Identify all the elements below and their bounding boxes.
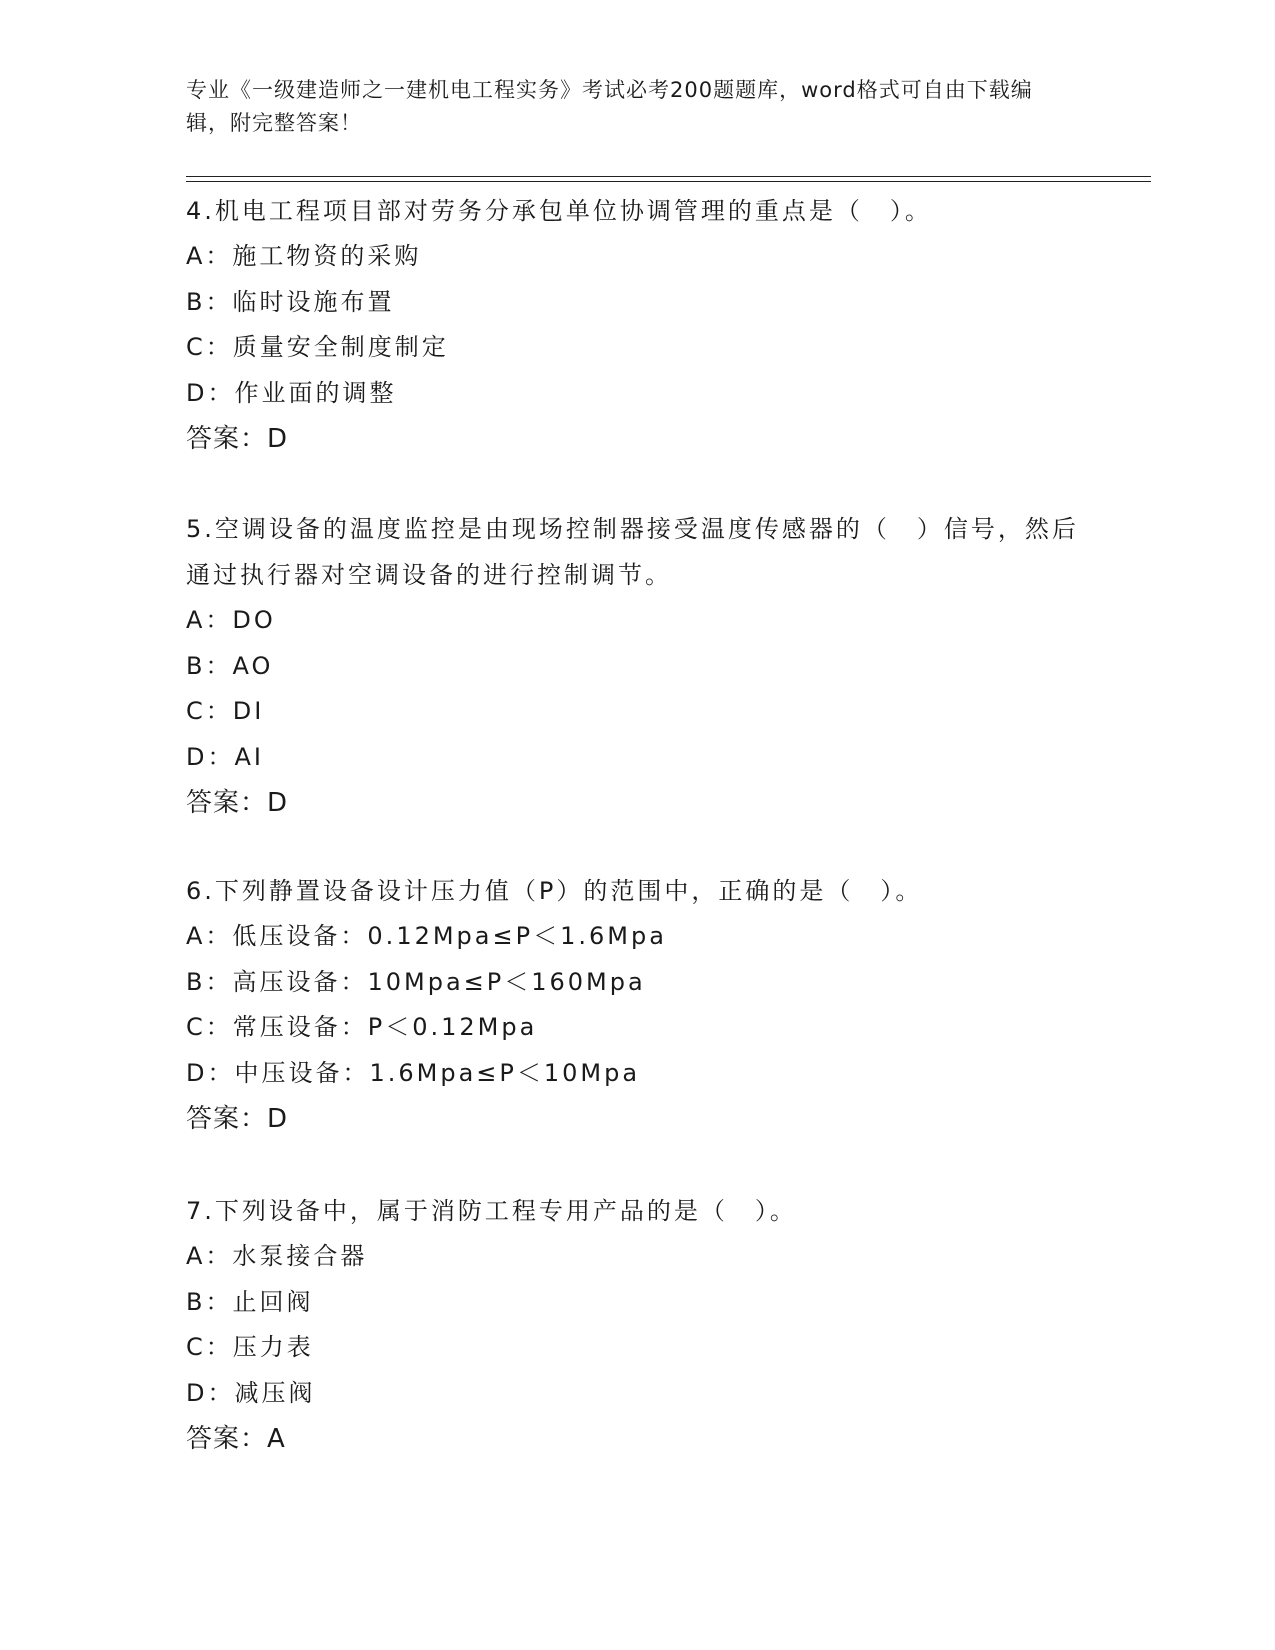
answer: 答案：D	[186, 788, 289, 818]
option-d: D：AI	[186, 742, 264, 771]
question-stem: 7.下列设备中，属于消防工程专用产品的是（ ）。	[186, 1197, 797, 1225]
option-a: A：DO	[186, 606, 276, 634]
option-d: D：减压阀	[186, 1378, 316, 1407]
option-b: B：高压设备：10Mpa≤P＜160Mpa	[186, 967, 646, 996]
question-5	[186, 506, 1086, 826]
question-stem: 4.机电工程项目部对劳务分承包单位协调管理的重点是（ ）。	[186, 197, 932, 225]
option-c: C：质量安全制度制定	[186, 333, 449, 361]
answer: 答案：D	[186, 424, 289, 454]
answer: 答案：A	[186, 1424, 286, 1454]
question-7	[186, 1188, 1086, 1462]
header-divider-top	[186, 176, 1151, 177]
header-divider-bottom	[186, 181, 1151, 182]
document-header: 专业《一级建造师之一建机电工程实务》考试必考200题题库，word格式可自由下载编辑，附完整答案！	[186, 78, 1033, 135]
answer: 答案：D	[186, 1104, 289, 1134]
option-b: B：止回阀	[186, 1287, 314, 1316]
question-stem: 6.下列静置设备设计压力值（P）的范围中，正确的是（ ）。	[186, 877, 923, 905]
option-c: C：压力表	[186, 1333, 314, 1361]
option-a: A：低压设备：0.12Mpa≤P＜1.6Mpa	[186, 922, 667, 950]
option-c: C：DI	[186, 697, 265, 725]
question-4	[186, 188, 1086, 462]
option-b: B：临时设施布置	[186, 287, 395, 316]
option-a: A：施工物资的采购	[186, 242, 422, 270]
option-d: D：中压设备：1.6Mpa≤P＜10Mpa	[186, 1058, 641, 1087]
question-6	[186, 868, 1086, 1142]
option-d: D：作业面的调整	[186, 378, 397, 407]
option-a: A：水泵接合器	[186, 1242, 368, 1270]
option-c: C：常压设备：P＜0.12Mpa	[186, 1013, 538, 1041]
question-stem: 5.空调设备的温度监控是由现场控制器接受温度传感器的（ ）信号，然后通过执行器对空调设备的进行控制调节。	[186, 515, 1079, 589]
option-b: B：AO	[186, 651, 274, 680]
